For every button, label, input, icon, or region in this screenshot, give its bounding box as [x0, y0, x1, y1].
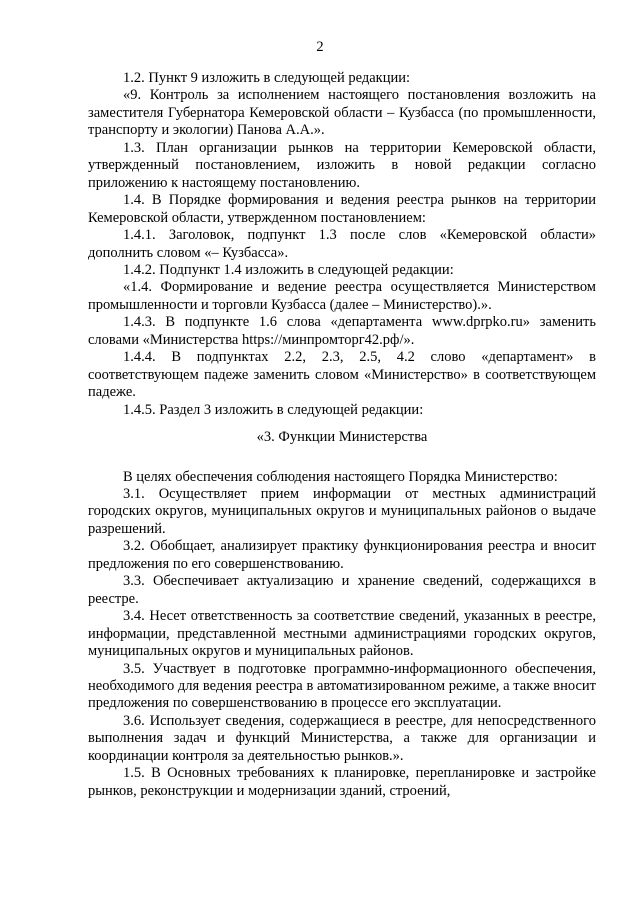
section-heading: «3. Функции Министерства — [256, 429, 428, 446]
paragraph-1-3: 1.3. План организации рынков на территории Кемеровской области, утвержденный постановлением, изложить в новой редакции согласно приложению к настоящему постановлению. — [88, 139, 596, 191]
paragraph-3-3: 3.3. Обеспечивает актуализацию и хранение сведений, содержащихся в реестре. — [88, 573, 596, 607]
paragraph-item-9-text: «9. Контроль за исполнением настоящего постановления возложить на заместителя Губернатора Кемеровской области – Кузбасса (по промышленности, транспорту и экологии) Панова А.А.». — [88, 87, 596, 139]
paragraph-1-4-5: 1.4.5. Раздел 3 изложить в следующей редакции: — [123, 401, 424, 418]
paragraph-1-4: 1.4. В Порядке формирования и ведения реестра рынков на территории Кемеровской области, утвержденном постановлением: — [88, 192, 596, 226]
paragraph-1-4-3: 1.4.3. В подпункте 1.6 слова «департамента www.dprpko.ru» заменить словами «Министерства https://минпромторг42.рф/». — [88, 314, 596, 348]
paragraph-1-4-text: «1.4. Формирование и ведение реестра осуществляется Министерством промышленности и торговли Кузбасса (далее – Министерство).». — [88, 279, 596, 313]
page-number: 2 — [316, 39, 324, 55]
paragraph-3-2: 3.2. Обобщает, анализирует практику функционирования реестра и вносит предложения по его совершенствованию. — [88, 538, 596, 572]
paragraph-3-5: 3.5. Участвует в подготовке программно-информационного обеспечения, необходимого для ведения реестра в автоматизированном режиме, а также вносит предложения по совершенствованию в процессе его эксплуатации. — [88, 660, 596, 712]
paragraph-1-5: 1.5. В Основных требованиях к планировке, перепланировке и застройке рынков, реконструкции и модернизации зданий, строений, — [88, 765, 596, 799]
document-body — [88, 70, 596, 800]
paragraph-3-1: 3.1. Осуществляет прием информации от местных администраций городских округов, муниципальных округов и муниципальных районов о выдаче разрешений. — [88, 485, 596, 537]
paragraph-3-4: 3.4. Несет ответственность за соответствие сведений, указанных в реестре, информации, представленной местными администрациями городских округов, муниципальных округов и муниципальных районов. — [88, 608, 596, 660]
paragraph-1-4-2: 1.4.2. Подпункт 1.4 изложить в следующей редакции: — [123, 261, 454, 278]
paragraph-1-4-1: 1.4.1. Заголовок, подпункт 1.3 после слов «Кемеровской области» дополнить словом «– Кузбасса». — [88, 227, 596, 261]
paragraph-intro: В целях обеспечения соблюдения настоящего Порядка Министерство: — [123, 468, 558, 485]
paragraph-1-4-4: 1.4.4. В подпунктах 2.2, 2.3, 2.5, 4.2 слово «департамент» в соответствующем падеже заменить словом «Министерство» в соответствующем падеже. — [88, 349, 596, 401]
paragraph-1-2: 1.2. Пункт 9 изложить в следующей редакции: — [123, 70, 411, 86]
paragraph-3-6: 3.6. Использует сведения, содержащиеся в реестре, для непосредственного выполнения задач и функций Министерства, а также для организации и координации контроля за деятельностью рынков.». — [88, 712, 596, 764]
